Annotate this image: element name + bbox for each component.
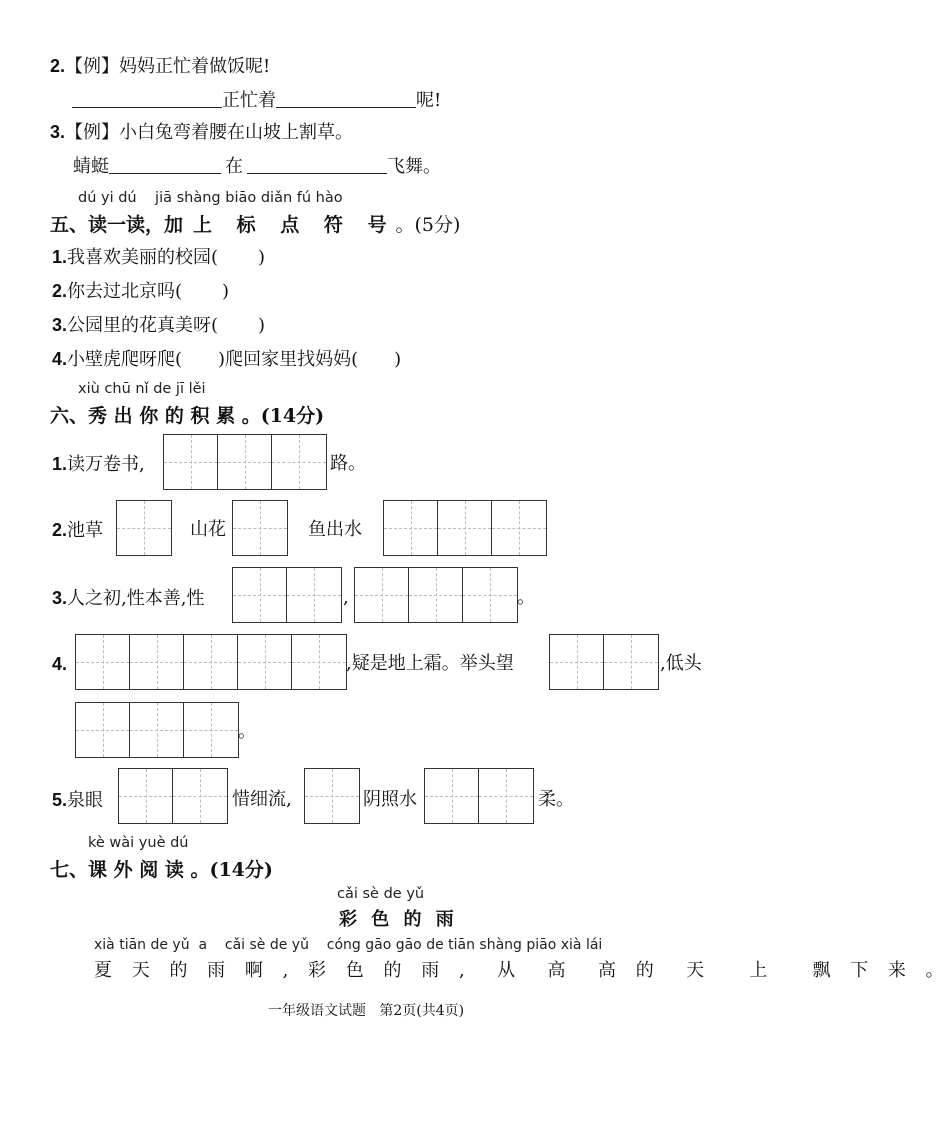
- item-number: 1.: [52, 247, 68, 267]
- section-6-title: 六、秀 出 你 的 积 累 。(14分): [50, 405, 325, 427]
- accum-q4-mid: ,疑是地上霜。举头望: [346, 653, 514, 674]
- item-text: 读万卷书,: [67, 454, 145, 475]
- title-lead: 五、读一读，加: [50, 214, 184, 236]
- answer-blank[interactable]: [72, 89, 222, 108]
- item-text: 池草: [67, 520, 104, 541]
- char-grid-q2a[interactable]: [116, 500, 172, 556]
- char-grid-q3b[interactable]: [354, 567, 518, 623]
- char-grid-q5a[interactable]: [118, 768, 228, 824]
- fill-text: 正忙着: [222, 90, 276, 111]
- section-5-title: [50, 210, 460, 237]
- accum-q2: [52, 518, 103, 543]
- grid-cell[interactable]: [409, 568, 463, 622]
- fill-line-3: [73, 155, 441, 179]
- title-wide: 上 标 点 符 号: [193, 214, 396, 236]
- accum-q5: [52, 788, 103, 813]
- punct-item-4: [52, 347, 401, 372]
- item-text: 你去过北京吗(: [67, 281, 183, 302]
- grid-cell[interactable]: [425, 769, 479, 823]
- item-text: )爬回家里找妈妈(: [218, 349, 359, 370]
- grid-cell[interactable]: [438, 501, 492, 555]
- grid-cell[interactable]: [463, 568, 517, 622]
- fill-text: 呢!: [416, 90, 442, 111]
- section-6-pinyin: xiù chū nǐ de jī lěi: [78, 381, 206, 397]
- grid-cell[interactable]: [272, 435, 326, 489]
- grid-cell[interactable]: [130, 703, 184, 757]
- answer-blank[interactable]: [109, 155, 221, 174]
- passage-title: 彩 色 的 雨: [339, 909, 458, 930]
- passage-line-1: 夏 天 的 雨 啊 , 彩 色 的 雨 , 从 高 高 的 天 上 飘 下 来 。: [94, 960, 951, 981]
- accum-q4-end: 。: [238, 721, 256, 742]
- grid-cell[interactable]: [492, 501, 546, 555]
- accum-q3-mid: ,: [343, 587, 349, 608]
- answer-blank[interactable]: [247, 155, 387, 174]
- section-7-pinyin: kè wài yuè dú: [88, 835, 189, 851]
- close-paren: ): [394, 349, 402, 370]
- accum-q5-c: 阴照水: [363, 789, 417, 810]
- item-number: 3.: [52, 315, 68, 335]
- char-grid-q2c[interactable]: [383, 500, 547, 556]
- item-number: 4.: [52, 349, 68, 369]
- grid-cell[interactable]: [119, 769, 173, 823]
- char-grid-q4a[interactable]: [75, 634, 347, 690]
- grid-cell[interactable]: [479, 769, 533, 823]
- example-sentence: 小白兔弯着腰在山坡上割草。: [119, 122, 354, 143]
- accum-q5-b: 惜细流,: [232, 789, 292, 810]
- grid-cell[interactable]: [76, 635, 130, 689]
- char-grid-q2b[interactable]: [232, 500, 288, 556]
- item-text: 我喜欢美丽的校园(: [67, 247, 219, 268]
- char-grid-q1[interactable]: [163, 434, 327, 490]
- grid-cell[interactable]: [164, 435, 218, 489]
- section-7-title: 七、课 外 阅 读 。(14分): [50, 859, 273, 881]
- close-paren: ): [258, 247, 266, 268]
- accum-q4: [52, 652, 67, 677]
- passage-line-1-pinyin: xià tiān de yǔ a cǎi sè de yǔ cóng gāo gāo de tiān shàng piāo xià lái: [94, 937, 603, 953]
- grid-cell[interactable]: [384, 501, 438, 555]
- grid-cell[interactable]: [76, 703, 130, 757]
- example-3: [50, 120, 353, 145]
- char-grid-q3a[interactable]: [232, 567, 342, 623]
- example-tag: 【例】: [65, 122, 120, 143]
- accum-q2-c: 鱼出水: [308, 519, 362, 540]
- punct-item-2: [52, 279, 229, 304]
- grid-cell[interactable]: [604, 635, 658, 689]
- grid-cell[interactable]: [355, 568, 409, 622]
- char-grid-q4c[interactable]: [75, 702, 239, 758]
- close-paren: ): [222, 281, 230, 302]
- punct-item-1: [52, 245, 265, 270]
- fill-text: 蜻蜓: [73, 156, 109, 177]
- accum-q3-end: 。: [517, 587, 535, 608]
- item-number: 2.: [52, 520, 68, 540]
- grid-cell[interactable]: [130, 635, 184, 689]
- grid-cell[interactable]: [218, 435, 272, 489]
- passage-title-pinyin: cǎi sè de yǔ: [337, 886, 425, 902]
- grid-cell[interactable]: [117, 501, 171, 555]
- item-number: 4.: [52, 654, 68, 674]
- title-tail: 。(5分): [395, 214, 461, 236]
- punct-item-3: [52, 313, 265, 338]
- grid-cell[interactable]: [184, 635, 238, 689]
- item-text: 泉眼: [67, 790, 104, 811]
- item-number: 5.: [52, 790, 68, 810]
- item-text: 小壁虎爬呀爬(: [67, 349, 183, 370]
- example-sentence: 妈妈正忙着做饭呢!: [119, 56, 271, 77]
- accum-q4-post: ,低头: [660, 653, 702, 674]
- accum-q3: [52, 586, 204, 611]
- grid-cell[interactable]: [233, 568, 287, 622]
- grid-cell[interactable]: [292, 635, 346, 689]
- fill-text: 在: [225, 156, 243, 177]
- item-number: 3.: [50, 122, 66, 142]
- item-number: 1.: [52, 454, 68, 474]
- item-number: 2.: [50, 56, 66, 76]
- char-grid-q5c[interactable]: [424, 768, 534, 824]
- example-2: [50, 54, 270, 79]
- grid-cell[interactable]: [287, 568, 341, 622]
- accum-q1-tail: 路。: [330, 453, 366, 474]
- grid-cell[interactable]: [233, 501, 287, 555]
- grid-cell[interactable]: [184, 703, 238, 757]
- accum-q1: [52, 452, 145, 477]
- grid-cell[interactable]: [173, 769, 227, 823]
- item-number: 2.: [52, 281, 68, 301]
- item-text: 公园里的花真美呀(: [67, 315, 219, 336]
- fill-line-2: [72, 89, 441, 113]
- close-paren: ): [258, 315, 266, 336]
- page-footer: 一年级语文试题 第2页(共4页): [268, 1003, 465, 1019]
- grid-cell[interactable]: [305, 769, 359, 823]
- section-5-pinyin: dú yi dú jiā shàng biāo diǎn fú hào: [78, 190, 343, 206]
- item-text: 人之初,性本善,性: [67, 588, 205, 609]
- char-grid-q4b[interactable]: [549, 634, 659, 690]
- accum-q2-b: 山花: [190, 519, 226, 540]
- grid-cell[interactable]: [550, 635, 604, 689]
- example-tag: 【例】: [65, 56, 120, 77]
- char-grid-q5b[interactable]: [304, 768, 360, 824]
- item-number: 3.: [52, 588, 68, 608]
- fill-text: 飞舞。: [387, 156, 441, 177]
- grid-cell[interactable]: [238, 635, 292, 689]
- accum-q5-d: 柔。: [538, 789, 574, 810]
- answer-blank[interactable]: [276, 89, 416, 108]
